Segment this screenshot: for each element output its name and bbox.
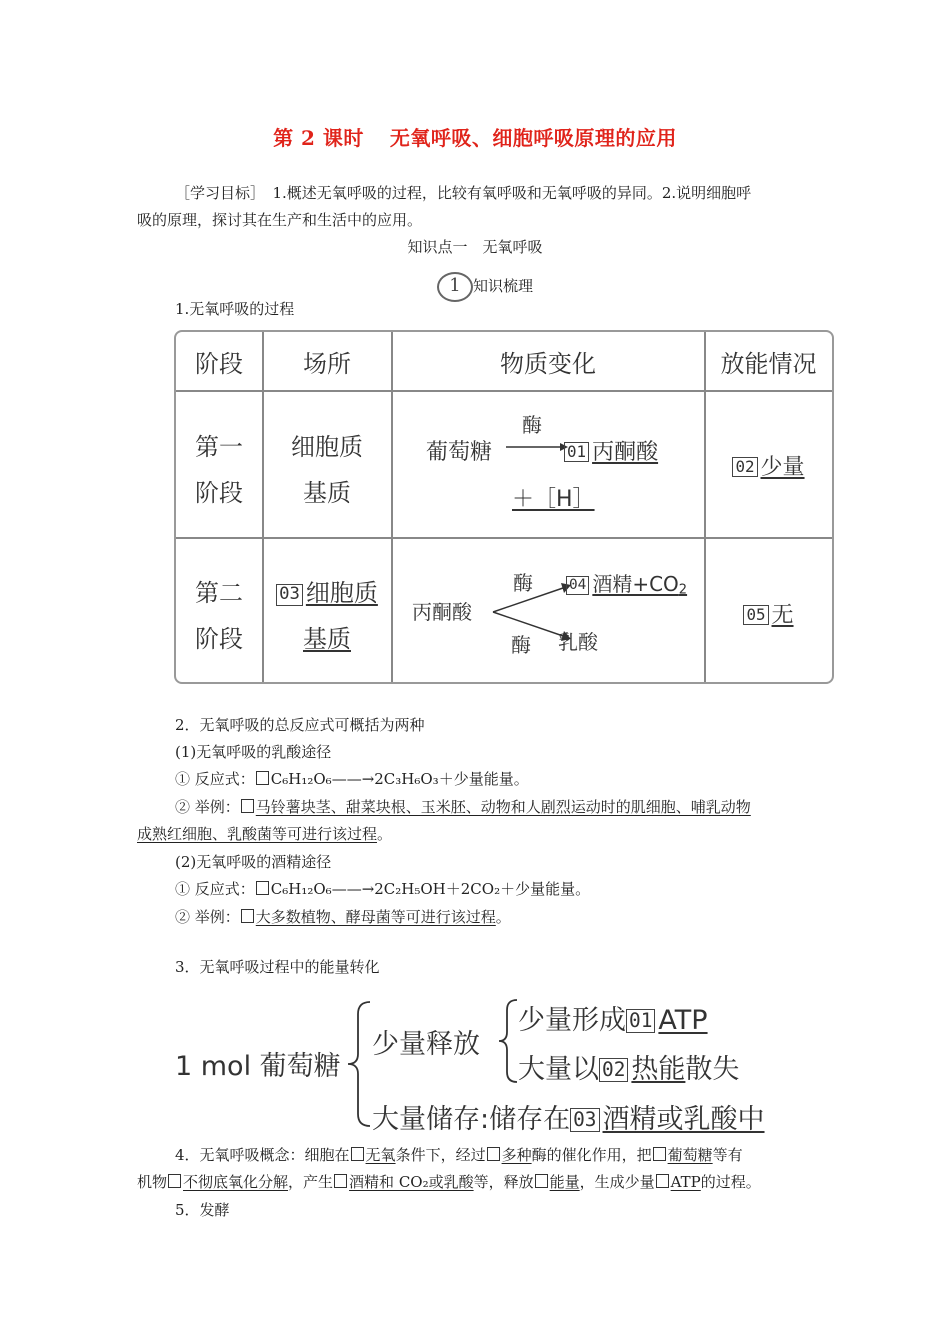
row1-product: 01 丙酮酸 xyxy=(564,435,658,466)
lactic-examples-line1: ② 举例： 马铃薯块茎、甜菜块根、玉米胚、动物和人剧烈运动时的肌细胞、哺乳动物 xyxy=(175,798,751,816)
concept-line2: 机物 不彻底氧化分解，产生 酒精和 CO₂或乳酸等，释放 能量，生成少量 ATP的过程。 xyxy=(137,1173,761,1191)
row2-energy: 05 无 xyxy=(705,598,832,629)
blank-box-icon xyxy=(241,909,254,923)
alcohol-equation: ① 反应式： C₆H₁₂O₆——→2C₂H₅OH＋2CO₂＋少量能量。 xyxy=(175,880,591,898)
glucose-mol-label: 1 mol 葡萄糖 xyxy=(175,1051,341,1082)
row2-stage: 第二 阶段 xyxy=(195,579,243,653)
blank-box-icon xyxy=(256,881,269,895)
section-5-heading: 5．发酵 xyxy=(175,1201,230,1219)
process-table xyxy=(174,330,834,684)
storage-line: 大量储存:储存在 03 酒精或乳酸中 xyxy=(372,1104,765,1135)
row1-from: 葡萄糖 xyxy=(426,440,493,465)
row2-product-lactic: 乳酸 xyxy=(558,630,598,654)
header-energy: 放能情况 xyxy=(720,350,817,378)
blank-box-icon xyxy=(535,1174,548,1188)
blank-box-icon xyxy=(256,771,269,785)
header-stage: 阶段 xyxy=(195,350,243,378)
section-2-heading: 2．无氧呼吸的总反应式可概括为两种 xyxy=(175,716,425,734)
release-atp: 少量形成 01 ATP xyxy=(518,1005,708,1036)
blank-box-icon xyxy=(487,1147,500,1161)
row1-enzyme-arrow xyxy=(504,414,568,454)
blank-box-icon xyxy=(168,1174,181,1188)
circled-number-icon: 1 xyxy=(437,272,473,302)
learning-goals-line2: 吸的原理，探讨其在生产和生活中的应用。 xyxy=(137,211,423,229)
lactic-examples-line2: 成熟红细胞、乳酸菌等可进行该过程。 xyxy=(137,825,393,843)
row1-place: 细胞质 基质 xyxy=(291,433,363,507)
svg-text:酶: 酶 xyxy=(511,633,531,657)
learning-goals-line1: ［学习目标］ 1.概述无氧呼吸的过程，比较有氧呼吸和无氧呼吸的异同。2.说明细胞呼 xyxy=(175,184,752,202)
section-1-heading: 1.无氧呼吸的过程 xyxy=(175,300,295,318)
lesson-number: 第 2 课时 xyxy=(273,126,364,150)
row1-stage: 第一 阶段 xyxy=(195,433,243,507)
lesson-title: 无氧呼吸、细胞呼吸原理的应用 xyxy=(389,126,677,150)
header-place: 场所 xyxy=(303,350,351,378)
lactic-path-heading: (1)无氧呼吸的乳酸途径 xyxy=(175,743,332,761)
blank-box-icon xyxy=(334,1174,347,1188)
svg-text:酶: 酶 xyxy=(513,571,533,595)
row2-from: 丙酮酸 xyxy=(412,600,472,624)
release-label: 少量释放 xyxy=(372,1029,480,1060)
row1-extra: ＋［H］ xyxy=(512,487,595,512)
row2-product-alcohol: 04 酒精$+CO_2$ xyxy=(566,568,687,598)
concept-line1: 4．无氧呼吸概念：细胞在 无氧条件下，经过 多种酶的催化作用，把 葡萄糖等有 xyxy=(175,1146,743,1164)
blank-box-icon xyxy=(656,1174,669,1188)
knowledge-point-heading: 知识点一 无氧呼吸 xyxy=(407,238,543,256)
blank-box-icon xyxy=(351,1147,364,1161)
alcohol-path-heading: (2)无氧呼吸的酒精途径 xyxy=(175,853,332,871)
row1-energy: 02 少量 xyxy=(705,450,832,481)
page-title xyxy=(0,122,950,151)
header-change: 物质变化 xyxy=(500,350,596,378)
row2-place: 03 细胞质 基质 xyxy=(263,570,391,662)
release-heat: 大量以 02 热能散失 xyxy=(518,1054,740,1085)
lactic-equation: ① 反应式： C₆H₁₂O₆——→2C₃H₆O₃＋少量能量。 xyxy=(175,770,529,788)
section-3-heading: 3．无氧呼吸过程中的能量转化 xyxy=(175,958,380,976)
blank-box-icon xyxy=(653,1147,666,1161)
knowledge-comb-heading: 1 知识梳理 xyxy=(437,272,533,302)
blank-box-icon xyxy=(241,799,254,813)
alcohol-examples: ② 举例： 大多数植物、酵母菌等可进行该过程。 xyxy=(175,908,511,926)
svg-text:酶: 酶 xyxy=(522,414,542,437)
